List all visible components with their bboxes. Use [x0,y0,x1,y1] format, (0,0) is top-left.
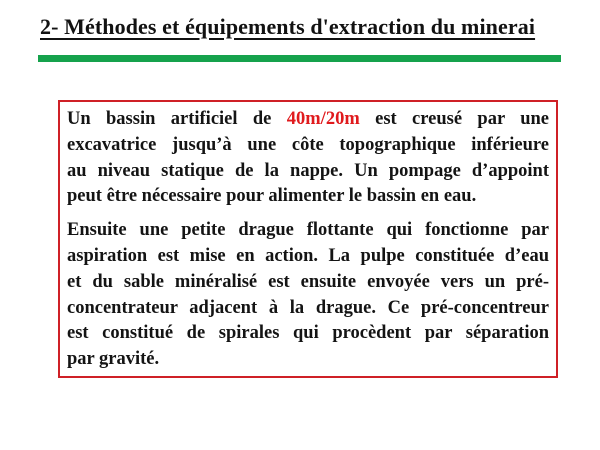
text-line: au niveau statique de la nappe. Un pompage d’appoint [67,160,549,181]
paragraph-basin [67,107,549,210]
text-line [67,107,549,133]
text-line: peut être nécessaire pour alimenter le bassin en eau. [67,186,477,207]
text-line: aspiration est mise en action. La pulpe constituée d’eau [67,245,549,266]
text-line: concentrateur adjacent à la drague. Ce pré-concentreur [67,297,549,318]
text-line: Ensuite une petite drague flottante qui fonctionne par [67,220,549,241]
title-divider-bar [38,55,561,62]
slide-title: 2- Méthodes et équipements d'extraction du minerai [40,14,536,39]
text-line: est constitué de spirales qui procèdent par séparation [67,323,549,344]
paragraph-dredge [67,218,549,373]
text-line: excavatrice jusqu’à une côte topographique inférieure [67,134,549,155]
line-segment: Un bassin artificiel de [67,109,287,129]
text-line: et du sable minéralisé est ensuite envoyée vers un pré- [67,271,549,292]
content-text-box [58,100,558,378]
highlight-dimensions: 40m/20m [286,109,360,129]
text-line: par gravité. [67,349,160,370]
line-segment: est creusé par une [359,109,549,129]
